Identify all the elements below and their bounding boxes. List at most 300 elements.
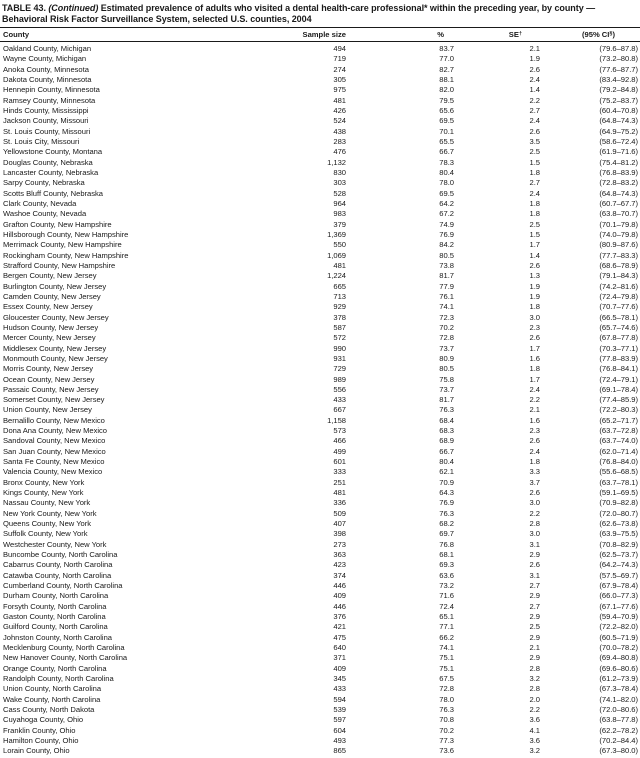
percent-cell: 73.8 <box>439 260 454 270</box>
sample-size-cell: 989 <box>333 374 346 384</box>
ci-cell: (63.7–78.1) <box>599 477 638 487</box>
table-row <box>0 189 640 199</box>
county-cell: Franklin County, Ohio <box>3 725 76 735</box>
percent-cell: 68.4 <box>439 415 454 425</box>
table-row <box>0 85 640 95</box>
percent-cell: 68.2 <box>439 519 454 529</box>
ci-cell: (69.1–78.4) <box>599 384 638 394</box>
table-row <box>0 137 640 147</box>
footnote-marker: † <box>518 31 522 37</box>
sample-size-cell: 374 <box>333 570 346 580</box>
ci-cell: (60.5–71.9) <box>599 632 638 642</box>
percent-cell: 75.1 <box>439 653 454 663</box>
ci-cell: (74.2–81.6) <box>599 281 638 291</box>
table-row <box>0 354 640 364</box>
se-cell: 1.5 <box>529 157 540 167</box>
percent-cell: 81.7 <box>439 395 454 405</box>
county-cell: Bergen County, New Jersey <box>3 271 97 281</box>
se-cell: 2.3 <box>529 426 540 436</box>
percent-cell: 76.3 <box>439 705 454 714</box>
se-cell: 2.8 <box>529 684 540 694</box>
percent-cell: 68.3 <box>439 426 454 436</box>
ci-cell: (72.0–80.6) <box>599 705 638 714</box>
ci-cell: (64.8–74.3) <box>599 116 638 126</box>
percent-cell: 76.8 <box>439 539 454 549</box>
sample-size-cell: 493 <box>333 735 346 745</box>
table-row <box>0 282 640 292</box>
county-cell: Strafford County, New Hampshire <box>3 260 116 270</box>
county-cell: Morris County, New Jersey <box>3 364 94 374</box>
ci-cell: (67.3–80.0) <box>599 746 638 756</box>
county-cell: Cass County, North Dakota <box>3 705 95 714</box>
ci-cell: (77.4–85.9) <box>599 395 638 405</box>
percent-cell: 70.1 <box>439 126 454 136</box>
county-cell: Anoka County, Minnesota <box>3 64 89 74</box>
table-row <box>0 581 640 591</box>
se-cell: 2.8 <box>529 663 540 673</box>
county-cell: Westchester County, New York <box>3 539 107 549</box>
table-row <box>0 209 640 219</box>
table-row <box>0 220 640 230</box>
county-cell: Washoe County, Nevada <box>3 209 87 219</box>
se-cell: 2.4 <box>529 74 540 84</box>
sample-size-cell: 398 <box>333 529 346 539</box>
se-cell: 1.8 <box>529 457 540 467</box>
se-cell: 2.7 <box>529 178 540 188</box>
sample-size-cell: 713 <box>333 291 346 301</box>
table-row <box>0 302 640 312</box>
table-row <box>0 736 640 746</box>
percent-cell: 63.6 <box>439 570 454 580</box>
county-cell: Valencia County, New Mexico <box>3 467 103 477</box>
percent-cell: 64.3 <box>439 488 454 498</box>
se-cell: 1.8 <box>529 198 540 208</box>
ci-cell: (62.0–71.4) <box>599 446 638 456</box>
ci-cell: (77.8–83.9) <box>599 353 638 363</box>
percent-cell: 69.7 <box>439 529 454 539</box>
ci-cell: (58.6–72.4) <box>599 136 638 146</box>
percent-cell: 74.9 <box>439 219 454 229</box>
sample-size-cell: 274 <box>333 64 346 74</box>
sample-size-cell: 640 <box>333 643 346 653</box>
county-cell: Ramsey County, Minnesota <box>3 95 96 105</box>
county-cell: St. Louis City, Missouri <box>3 136 80 146</box>
county-cell: Hennepin County, Minnesota <box>3 85 100 95</box>
percent-cell: 74.1 <box>439 643 454 653</box>
table-number: TABLE 43. <box>2 3 49 13</box>
se-cell: 3.1 <box>529 570 540 580</box>
county-cell: Camden County, New Jersey <box>3 291 101 301</box>
table-row <box>0 519 640 529</box>
percent-cell: 67.5 <box>439 674 454 684</box>
sample-size-cell: 494 <box>333 44 346 53</box>
percent-cell: 77.0 <box>439 54 454 64</box>
percent-cell: 76.1 <box>439 291 454 301</box>
se-cell: 1.3 <box>529 271 540 281</box>
sample-size-cell: 379 <box>333 219 346 229</box>
sample-size-cell: 426 <box>333 105 346 115</box>
table-row <box>0 643 640 653</box>
county-cell: Rockingham County, New Hampshire <box>3 250 129 260</box>
se-cell: 4.1 <box>529 725 540 735</box>
se-cell: 2.7 <box>529 581 540 591</box>
ci-cell: (70.9–82.8) <box>599 498 638 508</box>
county-cell: Queens County, New York <box>3 519 92 529</box>
se-cell: 3.1 <box>529 539 540 549</box>
county-cell: Douglas County, Nebraska <box>3 157 93 167</box>
se-cell: 2.6 <box>529 260 540 270</box>
table-row <box>0 364 640 374</box>
percent-cell: 69.3 <box>439 560 454 570</box>
table-row <box>0 375 640 385</box>
county-cell: Sandoval County, New Mexico <box>3 436 106 446</box>
col-header-county: County <box>0 28 242 42</box>
ci-cell: (76.8–84.0) <box>599 457 638 467</box>
se-cell: 1.4 <box>529 85 540 95</box>
table-continued-label: (Continued) <box>48 3 99 13</box>
county-cell: Clark County, Nevada <box>3 198 77 208</box>
table-row <box>0 127 640 137</box>
county-cell: Orange County, North Carolina <box>3 663 107 673</box>
sample-size-cell: 929 <box>333 302 346 312</box>
ci-cell: (72.0–80.7) <box>599 508 638 518</box>
percent-cell: 70.9 <box>439 477 454 487</box>
se-cell: 2.0 <box>529 694 540 704</box>
percent-cell: 76.9 <box>439 498 454 508</box>
table-row <box>0 158 640 168</box>
ci-cell: (74.1–82.0) <box>599 694 638 704</box>
se-cell: 1.4 <box>529 250 540 260</box>
percent-cell: 62.1 <box>439 467 454 477</box>
se-cell: 2.9 <box>529 591 540 601</box>
sample-size-cell: 376 <box>333 612 346 622</box>
table-row <box>0 457 640 467</box>
table-row <box>0 478 640 488</box>
percent-cell: 82.0 <box>439 85 454 95</box>
table-row <box>0 726 640 736</box>
ci-cell: (72.8–83.2) <box>599 178 638 188</box>
ci-cell: (75.4–81.2) <box>599 157 638 167</box>
sample-size-cell: 572 <box>333 333 346 343</box>
percent-cell: 81.7 <box>439 271 454 281</box>
percent-cell: 70.8 <box>439 715 454 725</box>
percent-cell: 84.2 <box>439 240 454 250</box>
se-cell: 2.8 <box>529 519 540 529</box>
header-row <box>0 28 640 42</box>
ci-cell: (69.6–80.6) <box>599 663 638 673</box>
table-row <box>0 488 640 498</box>
county-cell: Mercer County, New Jersey <box>3 333 96 343</box>
percent-cell: 69.5 <box>439 188 454 198</box>
se-cell: 1.5 <box>529 229 540 239</box>
sample-size-cell: 481 <box>333 95 346 105</box>
table-row <box>0 96 640 106</box>
se-cell: 2.7 <box>529 105 540 115</box>
table-row <box>0 323 640 333</box>
se-cell: 3.6 <box>529 735 540 745</box>
ci-cell: (72.2–82.0) <box>599 622 638 632</box>
sample-size-cell: 865 <box>333 746 346 756</box>
percent-cell: 73.7 <box>439 343 454 353</box>
percent-cell: 80.5 <box>439 364 454 374</box>
table-row <box>0 405 640 415</box>
county-cell: Scotts Bluff County, Nebraska <box>3 188 104 198</box>
county-cell: New York County, New York <box>3 508 97 518</box>
ci-cell: (72.4–79.1) <box>599 374 638 384</box>
se-cell: 2.9 <box>529 550 540 560</box>
county-cell: Cuyahoga County, Ohio <box>3 715 84 725</box>
se-cell: 2.1 <box>529 44 540 53</box>
table-row <box>0 168 640 178</box>
sample-size-cell: 363 <box>333 550 346 560</box>
table-row <box>0 344 640 354</box>
se-cell: 3.3 <box>529 467 540 477</box>
percent-cell: 66.2 <box>439 632 454 642</box>
ci-cell: (64.8–74.3) <box>599 188 638 198</box>
table-row <box>0 602 640 612</box>
ci-cell: (60.4–70.8) <box>599 105 638 115</box>
col-header-ci: (95% CI§) <box>542 28 640 42</box>
sample-size-cell: 433 <box>333 684 346 694</box>
se-cell: 1.7 <box>529 374 540 384</box>
se-cell: 2.5 <box>529 147 540 157</box>
percent-cell: 78.3 <box>439 157 454 167</box>
county-cell: Lorain County, Ohio <box>3 746 70 756</box>
se-cell: 2.6 <box>529 488 540 498</box>
table-row <box>0 42 640 55</box>
table-row <box>0 426 640 436</box>
se-cell: 1.8 <box>529 364 540 374</box>
table-row <box>0 230 640 240</box>
table-row <box>0 416 640 426</box>
se-cell: 2.1 <box>529 643 540 653</box>
county-cell: Passaic County, New Jersey <box>3 384 99 394</box>
percent-cell: 80.4 <box>439 457 454 467</box>
table-row <box>0 612 640 622</box>
percent-cell: 80.9 <box>439 353 454 363</box>
percent-cell: 66.7 <box>439 446 454 456</box>
ci-cell: (63.7–72.8) <box>599 426 638 436</box>
ci-cell: (79.1–84.3) <box>599 271 638 281</box>
se-cell: 3.0 <box>529 312 540 322</box>
percent-cell: 73.7 <box>439 384 454 394</box>
se-cell: 2.9 <box>529 632 540 642</box>
ci-cell: (55.6–68.5) <box>599 467 638 477</box>
table-row <box>0 251 640 261</box>
sample-size-cell: 283 <box>333 136 346 146</box>
table-row <box>0 271 640 281</box>
county-cell: Grafton County, New Hampshire <box>3 219 112 229</box>
sample-size-cell: 830 <box>333 167 346 177</box>
sample-size-cell: 597 <box>333 715 346 725</box>
county-cell: Suffolk County, New York <box>3 529 88 539</box>
table-row <box>0 116 640 126</box>
table-row <box>0 746 640 756</box>
ci-cell: (63.9–75.5) <box>599 529 638 539</box>
percent-cell: 78.0 <box>439 178 454 188</box>
se-cell: 1.8 <box>529 209 540 219</box>
ci-cell: (65.2–71.7) <box>599 415 638 425</box>
ci-cell: (70.2–84.4) <box>599 735 638 745</box>
sample-size-cell: 303 <box>333 178 346 188</box>
ci-cell: (60.7–67.7) <box>599 198 638 208</box>
county-cell: Hudson County, New Jersey <box>3 322 99 332</box>
se-cell: 2.7 <box>529 601 540 611</box>
se-cell: 2.4 <box>529 116 540 126</box>
county-cell: Essex County, New Jersey <box>3 302 93 312</box>
county-cell: Merrimack County, New Hampshire <box>3 240 122 250</box>
table-row <box>0 240 640 250</box>
sample-size-cell: 345 <box>333 674 346 684</box>
sample-size-cell: 446 <box>333 581 346 591</box>
percent-cell: 70.2 <box>439 725 454 735</box>
table-row <box>0 529 640 539</box>
table-row <box>0 467 640 477</box>
percent-cell: 69.5 <box>439 116 454 126</box>
se-cell: 2.6 <box>529 126 540 136</box>
county-cell: Kings County, New York <box>3 488 84 498</box>
percent-cell: 66.7 <box>439 147 454 157</box>
county-cell: Hamilton County, Ohio <box>3 735 79 745</box>
ci-cell: (66.5–78.1) <box>599 312 638 322</box>
table-row <box>0 653 640 663</box>
ci-cell: (70.1–79.8) <box>599 219 638 229</box>
se-cell: 1.7 <box>529 343 540 353</box>
sample-size-cell: 333 <box>333 467 346 477</box>
sample-size-cell: 665 <box>333 281 346 291</box>
sample-size-cell: 667 <box>333 405 346 415</box>
county-cell: Cumberland County, North Carolina <box>3 581 123 591</box>
se-cell: 1.9 <box>529 54 540 64</box>
county-cell: Forsyth County, North Carolina <box>3 601 107 611</box>
percent-cell: 80.5 <box>439 250 454 260</box>
ci-cell: (80.9–87.6) <box>599 240 638 250</box>
ci-cell: (70.0–78.2) <box>599 643 638 653</box>
table-row <box>0 106 640 116</box>
county-cell: Wake County, North Carolina <box>3 694 101 704</box>
county-cell: Sarpy County, Nebraska <box>3 178 85 188</box>
se-cell: 1.6 <box>529 353 540 363</box>
table-row <box>0 695 640 705</box>
se-cell: 2.6 <box>529 560 540 570</box>
sample-size-cell: 931 <box>333 353 346 363</box>
se-cell: 2.4 <box>529 188 540 198</box>
sample-size-cell: 378 <box>333 312 346 322</box>
county-cell: Wayne County, Michigan <box>3 54 87 64</box>
percent-cell: 68.9 <box>439 436 454 446</box>
sample-size-cell: 539 <box>333 705 346 714</box>
table-row <box>0 560 640 570</box>
percent-cell: 82.7 <box>439 64 454 74</box>
table-row <box>0 147 640 157</box>
ci-cell: (79.2–84.8) <box>599 85 638 95</box>
table-header <box>0 28 640 42</box>
ci-cell: (61.9–71.6) <box>599 147 638 157</box>
ci-cell: (75.2–83.7) <box>599 95 638 105</box>
table-title <box>0 0 640 28</box>
sample-size-cell: 1,069 <box>327 250 346 260</box>
ci-cell: (65.7–74.6) <box>599 322 638 332</box>
county-cell: Randolph County, North Carolina <box>3 674 114 684</box>
county-cell: Bronx County, New York <box>3 477 85 487</box>
county-cell: Gaston County, North Carolina <box>3 612 106 622</box>
table-row <box>0 550 640 560</box>
se-cell: 3.5 <box>529 136 540 146</box>
percent-cell: 72.8 <box>439 333 454 343</box>
sample-size-cell: 1,369 <box>327 229 346 239</box>
ci-cell: (76.8–83.9) <box>599 167 638 177</box>
se-cell: 1.9 <box>529 291 540 301</box>
percent-cell: 73.6 <box>439 746 454 756</box>
county-cell: Cabarrus County, North Carolina <box>3 560 113 570</box>
table-row <box>0 633 640 643</box>
se-cell: 2.4 <box>529 384 540 394</box>
ci-cell: (76.8–84.1) <box>599 364 638 374</box>
table-row <box>0 395 640 405</box>
ci-cell: (77.7–83.3) <box>599 250 638 260</box>
sample-size-cell: 466 <box>333 436 346 446</box>
table-row <box>0 571 640 581</box>
col-header-sample-size: Sample size <box>242 28 348 42</box>
percent-cell: 74.1 <box>439 302 454 312</box>
sample-size-cell: 524 <box>333 116 346 126</box>
se-cell: 2.5 <box>529 622 540 632</box>
sample-size-cell: 481 <box>333 488 346 498</box>
table-row <box>0 447 640 457</box>
percent-cell: 72.4 <box>439 601 454 611</box>
percent-cell: 78.0 <box>439 694 454 704</box>
se-cell: 3.0 <box>529 529 540 539</box>
sample-size-cell: 550 <box>333 240 346 250</box>
se-cell: 2.2 <box>529 705 540 714</box>
percent-cell: 76.3 <box>439 508 454 518</box>
percent-cell: 77.3 <box>439 735 454 745</box>
prevalence-table <box>0 28 640 757</box>
se-cell: 2.3 <box>529 322 540 332</box>
sample-size-cell: 1,224 <box>327 271 346 281</box>
sample-size-cell: 556 <box>333 384 346 394</box>
percent-cell: 65.6 <box>439 105 454 115</box>
ci-cell: (73.2–80.8) <box>599 54 638 64</box>
county-cell: Hillsborough County, New Hampshire <box>3 229 129 239</box>
ci-cell: (77.6–87.7) <box>599 64 638 74</box>
percent-cell: 65.5 <box>439 136 454 146</box>
se-cell: 3.2 <box>529 674 540 684</box>
county-cell: Johnston County, North Carolina <box>3 632 112 642</box>
se-cell: 2.5 <box>529 219 540 229</box>
county-cell: Bernalillo County, New Mexico <box>3 415 105 425</box>
table-row <box>0 622 640 632</box>
table-row <box>0 591 640 601</box>
county-cell: Monmouth County, New Jersey <box>3 353 108 363</box>
table-row <box>0 333 640 343</box>
sample-size-cell: 481 <box>333 260 346 270</box>
ci-cell: (72.4–79.8) <box>599 291 638 301</box>
sample-size-cell: 604 <box>333 725 346 735</box>
table-row <box>0 313 640 323</box>
ci-cell: (74.0–79.8) <box>599 229 638 239</box>
percent-cell: 83.7 <box>439 44 454 53</box>
percent-cell: 79.5 <box>439 95 454 105</box>
ci-cell: (59.1–69.5) <box>599 488 638 498</box>
se-cell: 3.2 <box>529 746 540 756</box>
table-row <box>0 715 640 725</box>
se-cell: 2.1 <box>529 405 540 415</box>
ci-cell: (70.3–77.1) <box>599 343 638 353</box>
county-cell: Union County, New Jersey <box>3 405 92 415</box>
sample-size-cell: 409 <box>333 591 346 601</box>
county-cell: Lancaster County, Nebraska <box>3 167 99 177</box>
